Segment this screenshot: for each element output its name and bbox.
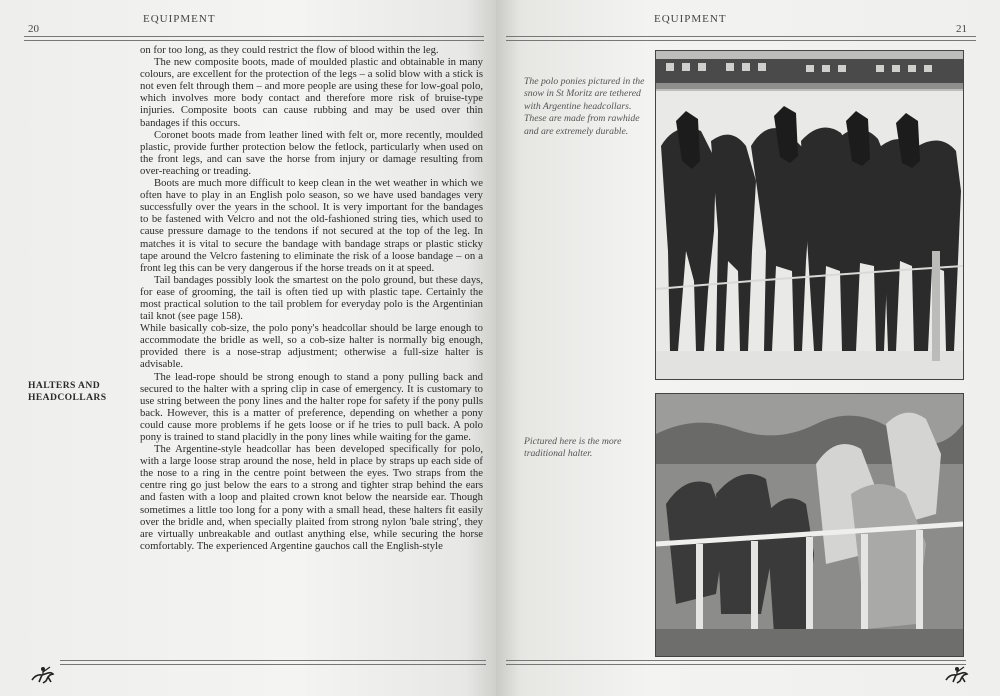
footer-rule-left (60, 660, 486, 665)
polo-player-logo-icon (28, 664, 58, 686)
polo-player-logo-icon (942, 664, 972, 686)
page-number-left: 20 (28, 23, 39, 35)
paragraph: The Argentine-style headcollar has been developed specifically for polo, with a large loose strap around the nose, held in place by straps up each side of the nose to a ring in the centre point between the eyes. Two straps from the centre ring go just below the ears to a strong and tighter strap behind the ears and fasten with a loop and plaited crown knot below the nearside ear. Though sometimes a little too long for a pony with a small head, these halters fit easily over the bridle and, when specially plaited from strong nylon 'bale string', they are virtually unbreakable and outlast anything else, while securing the horse comfortably. The experienced Argentine gauchos call the English-style (140, 443, 483, 552)
paragraph: on for too long, as they could restrict the flow of blood within the leg. (140, 44, 439, 56)
caption-bottom: Pictured here is the more traditional halter. (524, 436, 622, 460)
footer-rule-right (506, 660, 966, 665)
left-page (0, 0, 496, 696)
paragraph: Boots are much more difficult to keep clean in the wet weather in which we often have to play in an English polo season, so we have used bandages very successfully over the years in the school. It is very important for the bandages to be fastened with Velcro and not the old-fashioned string ties, which used to cause pressure damage to the tendons if not secured at the top of the leg. In matches it is vital to secure the bandage with bandage straps or plastic sticky tape around the Velcro fastening to eliminate the risk of a loose bandage – on a front leg this can be very dangerous if the horse treads on it at speed. (140, 177, 483, 274)
header-rule-right (506, 36, 976, 41)
paragraph: The lead-rope should be strong enough to stand a pony pulling back and secured to the halter with a spring clip in case of emergency. It is customary to use string between the pony lines and the halter rope for safety if the pony pulls back. However, this is a matter of preference, depending on whether a pony could cause more problems if he gets loose or if he tries to pull back. A polo pony is trained to stand placidly in the pony lines while waiting for the game. (140, 370, 483, 443)
side-heading-line: HEADCOLLARS (28, 392, 107, 403)
side-heading (28, 380, 128, 404)
paragraph: While basically cob-size, the polo pony's headcollar should be large enough to accommodate the bridle as well, so a cob-size halter is normally big enough, provided there is a nose-strap adjustment; otherwise a full-size halter is advisable. (140, 322, 483, 371)
page-number-right: 21 (956, 23, 967, 35)
paragraph: The new composite boots, made of moulded plastic and obtainable in many colours, are excellent for the protection of the legs – a solid blow with a stick is not even felt through them – and more people are using these for low-goal polo, which involves more body contact and therefore more risk of bruise-type injuries. Composite boots can cause rubbing and may be used over thin bandages if this occurs. (140, 56, 483, 129)
body-text (140, 44, 483, 552)
photo-traditional-halter (655, 393, 964, 657)
running-head-left: EQUIPMENT (143, 13, 216, 25)
side-heading-line: HALTERS AND (28, 380, 101, 391)
caption-top: The polo ponies pictured in the snow in St Moritz are tethered with Argentine headcollars. These are made from rawhide and are extremely durable. (524, 76, 645, 137)
header-rule-left (24, 36, 484, 41)
paragraph: Coronet boots made from leather lined with felt or, more recently, moulded plastic, provide further protection below the fetlock, particularly when used on the front legs, and can save the horse from injury or damage resulting from over-reaching or treading. (140, 128, 483, 177)
photo-ponies-in-snow (655, 50, 964, 380)
running-head-right: EQUIPMENT (654, 13, 727, 25)
paragraph: Tail bandages possibly look the smartest on the polo ground, but these days, for ease of grooming, the tail is often tied up with plastic tape. Certainly the most practical solution to the tail problem for everyday polo is the Argentinian tail knot (see page 158). (140, 273, 483, 323)
